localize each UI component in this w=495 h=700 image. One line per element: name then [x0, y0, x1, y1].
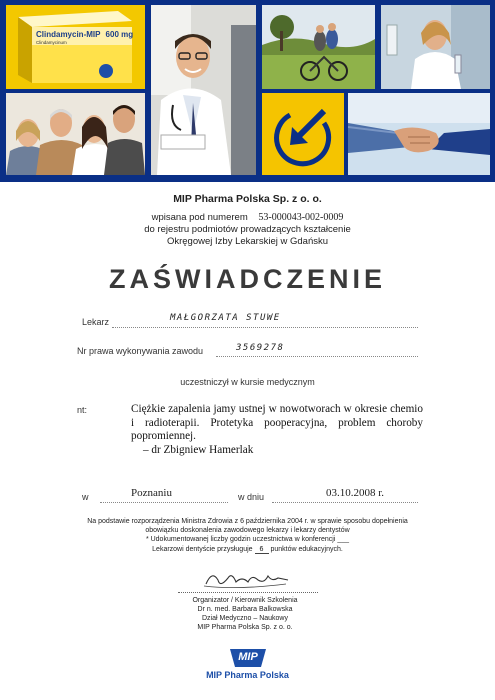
license-number: 3569278 [236, 343, 285, 353]
mip-logo-text: MIP Pharma Polska [206, 670, 289, 680]
signature-line [178, 592, 318, 593]
registry-line-3: Okręgowej Izby Lekarskiej w Gdańsku [166, 236, 329, 247]
signature-image [198, 566, 298, 592]
legal-line-3: * Udokumentowanej liczby godzin uczestnictwa w konferencji ___ [145, 536, 350, 543]
signature-line-1: Organizator / Kierownik Szkolenia [192, 597, 298, 604]
photo-collage [0, 0, 495, 182]
course-topic-line-2: i radioterapii. Protetyka pooperacyjna, problem choroby [131, 416, 423, 429]
doctor-line [112, 327, 418, 328]
topic-label: nt: [77, 405, 88, 415]
signature-line-4: MIP Pharma Polska Sp. z o. o. [197, 624, 293, 631]
arrow-logo-tile [262, 93, 344, 175]
date-line [272, 502, 418, 503]
product-photo [6, 5, 145, 89]
legal-line-1: Na podstawie rozporządzenia Ministra Zdrowia z 6 października 2004 r. w sprawie sposobu dopełnienia [87, 518, 408, 525]
document-title: ZAŚWIADCZENIE [109, 264, 386, 294]
place-label: w [82, 492, 89, 502]
license-line [216, 356, 418, 357]
product-dose: 600 mg [105, 30, 134, 39]
registry-line-2: do rejestru podmiotów prowadzących kształcenie [144, 224, 351, 235]
signature-line-3: Dział Medyczno – Naukowy [202, 615, 288, 622]
doctor-name: MAŁGORZATA STUWE [170, 313, 281, 323]
registry-line-1 [0, 212, 495, 223]
participation-text: uczestniczył w kursie medycznym [180, 377, 315, 387]
place-line [100, 502, 228, 503]
course-topic-line-1: Ciężkie zapalenia jamy ustnej w nowotworach w okresie chemio [131, 403, 423, 415]
course-topic [131, 403, 423, 457]
cyclists-photo [262, 5, 375, 89]
product-sub: Clindamycinum [36, 40, 67, 45]
lab-photo [381, 5, 490, 89]
company-name: MIP Pharma Polska Sp. z o. o. [173, 193, 322, 205]
license-label: Nr prawa wykonywania zawodu [77, 346, 204, 356]
registry-number: 53-000043-002-0009 [258, 212, 344, 223]
lecturer: – dr Zbigniew Hamerlak [143, 443, 254, 456]
doctor-photo [151, 5, 256, 175]
handshake-photo [348, 93, 490, 175]
family-photo [6, 93, 145, 175]
course-topic-line-3: popromiennej. [131, 430, 196, 442]
points-value: 6 [255, 545, 269, 554]
product-brand: Clindamycin-MIP [36, 30, 101, 39]
date-label: w dniu [238, 492, 265, 502]
legal-line-4 [0, 545, 495, 554]
signature-line-2: Dr n. med. Barbara Balkowska [197, 606, 293, 613]
points-prefix: Lekarzowi dentyście przysługuje [152, 546, 253, 553]
mip-logo-mark [227, 648, 269, 668]
legal-line-2: obowiązku doskonalenia zawodowego lekarzy i lekarzy dentystów [145, 527, 350, 534]
doctor-label: Lekarz [82, 317, 110, 327]
place-value: Poznaniu [131, 487, 172, 499]
date-value: 03.10.2008 r. [326, 487, 385, 499]
points-suffix: punktów edukacyjnych. [270, 546, 343, 553]
registry-prefix: wpisana pod numerem [151, 212, 248, 223]
mip-logo-mark-text: MIP [238, 651, 258, 663]
